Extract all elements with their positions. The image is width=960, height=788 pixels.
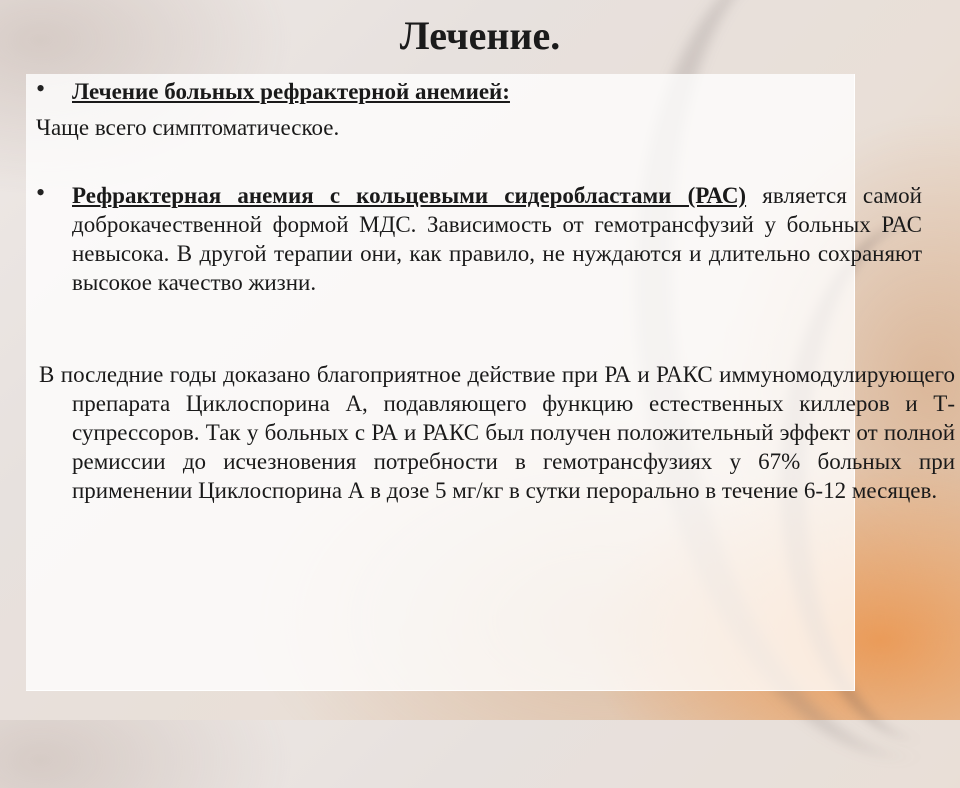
section2-paragraph xyxy=(72,181,922,297)
section1-heading: Лечение больных рефрактерной анемией: xyxy=(72,79,510,104)
section3-paragraph: В последние годы доказано благоприятное действие при РА и РАКС иммуномодулирующего препарата Циклоспорина А, подавляющего функцию естественных киллеров и Т-супрессоров. Так у больных с РА и РАКС был получен положительный эффект от полной ремиссии до исчезновения потребности в гемотрансфузиях у 67% больных при применении Циклоспорина А в дозе 5 мг/кг в сутки перорально в течение 6-12 месяцев. xyxy=(39,362,955,503)
section2-text: является самой доброкачественной формой МДС. Зависимость от гемотрансфузий у больных РАС невысока. В другой терапии они, как правило, не нуждаются и длительно сохраняют высокое качество жизни. xyxy=(72,183,922,295)
slide-title: Лечение. xyxy=(399,13,561,58)
bullet-icon: • xyxy=(36,74,46,103)
bullet-icon: • xyxy=(36,178,46,207)
section2-heading: Рефрактерная анемия с кольцевыми сидеробластами (РАС) xyxy=(72,183,747,208)
section1-text: Чаще всего симптоматическое. xyxy=(36,115,340,140)
